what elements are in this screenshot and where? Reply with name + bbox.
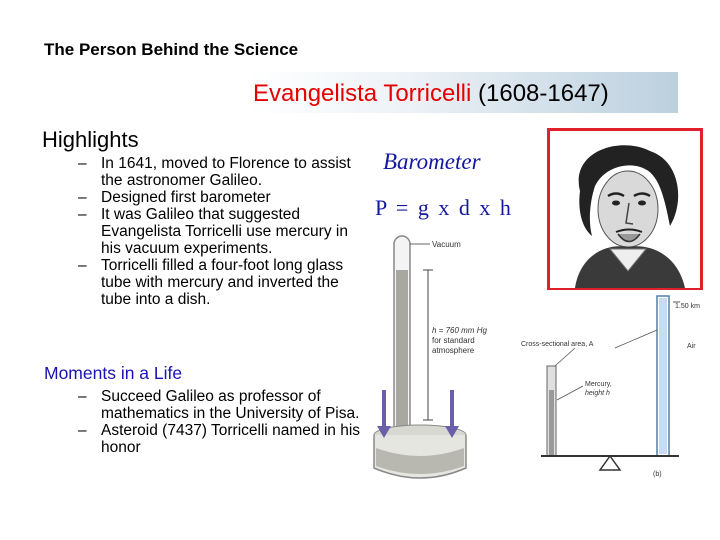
mercury-height-label: height h — [585, 390, 610, 397]
air-label: Air — [687, 343, 696, 350]
barometer-title: Barometer — [383, 149, 481, 174]
vacuum-label: Vacuum — [432, 240, 461, 249]
list-item: – Designed first barometer — [78, 189, 353, 206]
portrait-frame — [547, 128, 703, 291]
column-diagram — [515, 290, 715, 482]
list-item: – It was Galileo that suggested Evangelista Torricelli use mercury in his vacuum experiments. — [78, 206, 353, 257]
panel-label: (b) — [653, 471, 662, 478]
standard-label: for standard — [432, 336, 475, 345]
barometer-illustration — [368, 230, 510, 488]
altitude-label: 1.50 km — [675, 303, 700, 310]
banner-title — [253, 80, 609, 108]
moments-list — [78, 388, 363, 456]
highlights-heading: Highlights — [42, 127, 139, 152]
mercury-label: Mercury, — [585, 381, 612, 388]
highlights-list — [78, 155, 353, 308]
area-label: Cross-sectional area, A — [521, 341, 594, 348]
list-item: – Succeed Galileo as professor of mathematics in the University of Pisa. — [78, 388, 363, 422]
height-label: h = 760 mm Hg — [432, 326, 487, 335]
list-item: – In 1641, moved to Florence to assist the astronomer Galileo. — [78, 155, 353, 189]
scientist-years: (1608-1647) — [478, 80, 609, 107]
torricelli-portrait — [550, 131, 700, 288]
pressure-diagram — [515, 290, 715, 482]
list-item: – Asteroid (7437) Torricelli named in his honor — [78, 422, 363, 456]
list-item: – Torricelli filled a four-foot long glass tube with mercury and inverted the tube into a dish. — [78, 257, 353, 308]
barometer-drawing — [368, 230, 510, 488]
barometer-formula: P = g x d x h — [375, 195, 513, 220]
moments-heading: Moments in a Life — [44, 363, 183, 383]
atmosphere-label: atmosphere — [432, 346, 475, 355]
scientist-name: Evangelista Torricelli — [253, 80, 472, 107]
page-title: The Person Behind the Science — [44, 40, 299, 59]
